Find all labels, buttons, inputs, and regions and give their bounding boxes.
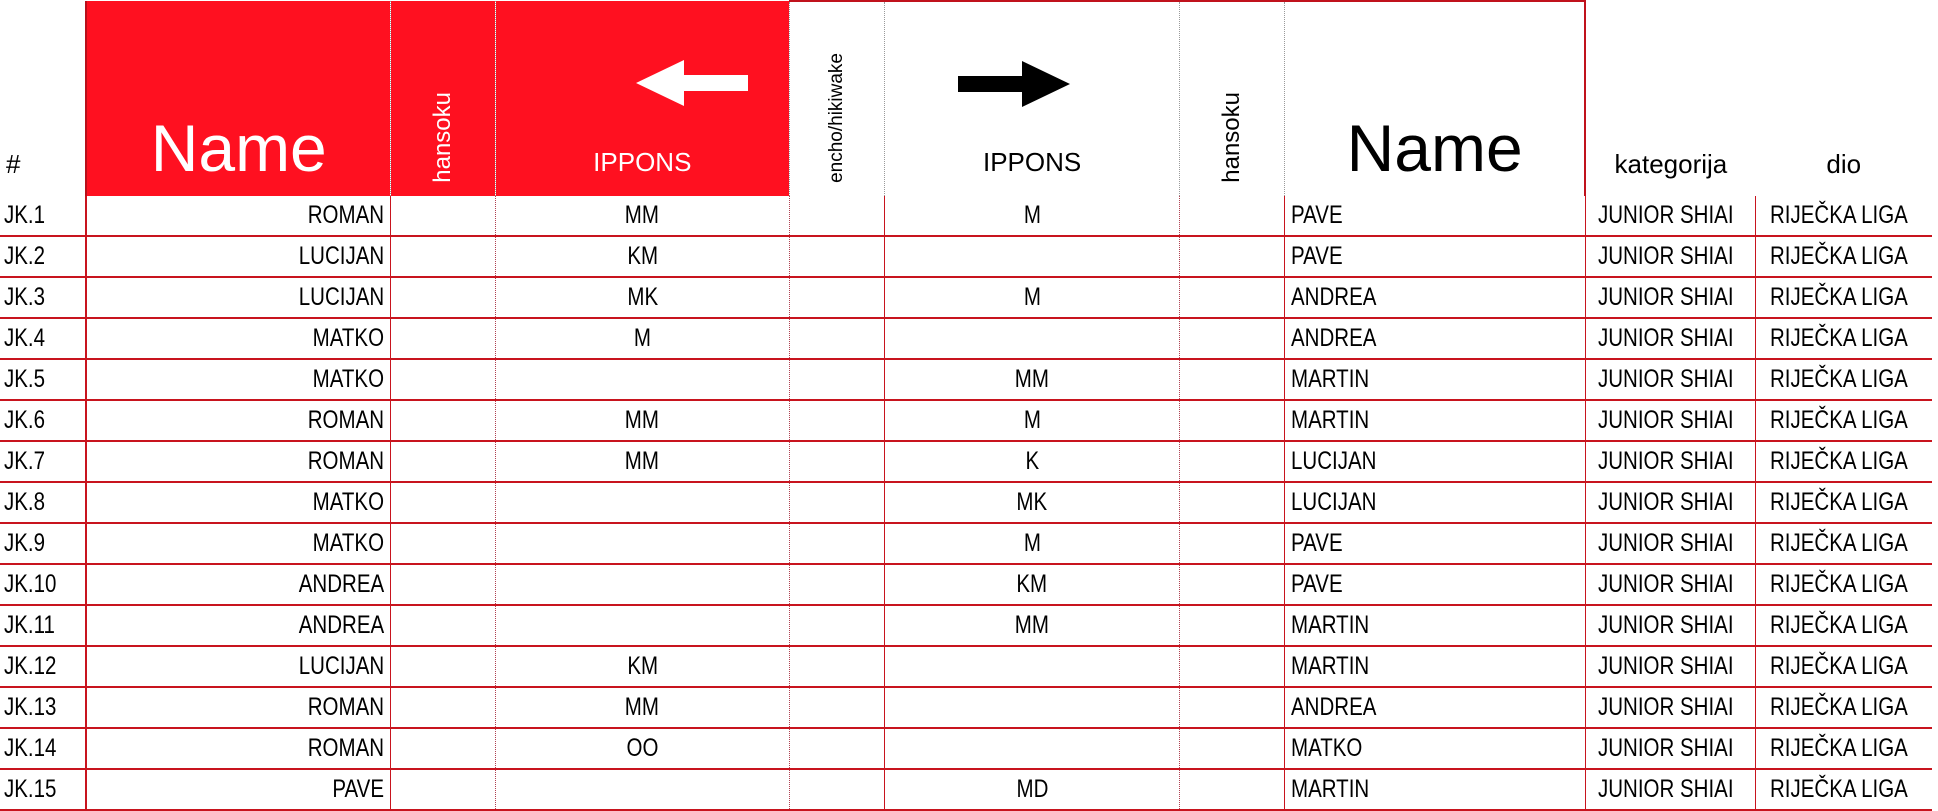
cell-match-id-text: JK.10	[4, 570, 57, 598]
cell-kategorija-text: JUNIOR SHIAI	[1597, 734, 1734, 762]
cell-ippons-left-text: MM	[625, 693, 660, 721]
cell-ippons-right-text: MM	[1015, 365, 1050, 393]
cell-name-left-text: LUCIJAN	[298, 652, 385, 680]
cell-kategorija-text: JUNIOR SHIAI	[1597, 406, 1734, 434]
cell-match-id[interactable]	[0, 277, 86, 318]
cell-name-left[interactable]	[86, 605, 391, 646]
cell-match-id-text: JK.12	[4, 652, 57, 680]
cell-dio-text: RIJEČKA LIGA	[1770, 652, 1908, 680]
cell-name-left-text: ROMAN	[307, 406, 385, 434]
cell-hansoku-right[interactable]	[1179, 687, 1284, 728]
cell-dio-text: RIJEČKA LIGA	[1770, 283, 1908, 311]
col-header-hansoku-left-label: hansoku	[428, 92, 456, 183]
cell-dio[interactable]	[1756, 196, 1932, 236]
table-row	[0, 523, 1932, 564]
table-row	[0, 769, 1932, 810]
cell-name-right-text: ANDREA	[1291, 324, 1377, 352]
cell-hansoku-left[interactable]	[391, 277, 495, 318]
cell-kategorija[interactable]	[1585, 318, 1755, 359]
cell-hansoku-right[interactable]	[1179, 482, 1284, 523]
cell-ippons-left[interactable]	[495, 236, 790, 277]
cell-hansoku-left[interactable]	[391, 400, 495, 441]
cell-dio[interactable]	[1756, 441, 1932, 482]
cell-hansoku-right[interactable]	[1179, 196, 1284, 236]
cell-match-id-text: JK.7	[4, 447, 46, 475]
cell-name-left[interactable]	[86, 359, 391, 400]
cell-kategorija[interactable]	[1585, 359, 1755, 400]
cell-name-right[interactable]	[1285, 605, 1586, 646]
cell-name-left[interactable]	[86, 769, 391, 810]
cell-dio[interactable]	[1756, 687, 1932, 728]
cell-name-right-text: PAVE	[1291, 570, 1343, 598]
cell-name-left-text: ROMAN	[307, 447, 385, 475]
cell-ippons-right[interactable]	[885, 196, 1180, 236]
cell-name-right[interactable]	[1285, 236, 1586, 277]
cell-match-id-text: JK.13	[4, 693, 57, 721]
cell-match-id[interactable]	[0, 605, 86, 646]
cell-name-right[interactable]	[1285, 196, 1586, 236]
cell-ippons-right[interactable]	[885, 236, 1180, 277]
cell-kategorija[interactable]	[1585, 564, 1755, 605]
cell-name-right[interactable]	[1285, 769, 1586, 810]
cell-name-left-text: ROMAN	[307, 693, 385, 721]
cell-name-left[interactable]	[86, 236, 391, 277]
table-body	[0, 196, 1932, 810]
cell-kategorija[interactable]	[1585, 277, 1755, 318]
cell-name-right-text: ANDREA	[1291, 693, 1377, 721]
cell-match-id-text: JK.6	[4, 406, 46, 434]
cell-kategorija-text: JUNIOR SHIAI	[1597, 365, 1734, 393]
cell-ippons-left-text: KM	[626, 652, 658, 680]
col-header-kategorija[interactable]: kategorija	[1614, 149, 1728, 179]
cell-name-left[interactable]	[86, 318, 391, 359]
cell-name-left-text: MATKO	[312, 324, 385, 352]
table-row	[0, 400, 1932, 441]
col-header-ippons-right-label: IPPONS	[982, 147, 1082, 177]
cell-match-id[interactable]	[0, 769, 86, 810]
cell-kategorija[interactable]	[1585, 196, 1755, 236]
cell-kategorija-text: JUNIOR SHIAI	[1597, 529, 1734, 557]
cell-name-left[interactable]	[86, 277, 391, 318]
cell-match-id[interactable]	[0, 441, 86, 482]
header-row	[0, 1, 1932, 196]
cell-name-left-text: ANDREA	[298, 611, 385, 639]
cell-ippons-left[interactable]	[495, 400, 790, 441]
cell-hansoku-left[interactable]	[391, 646, 495, 687]
cell-name-left[interactable]	[86, 728, 391, 769]
cell-name-left[interactable]	[86, 482, 391, 523]
cell-name-right[interactable]	[1285, 277, 1586, 318]
cell-name-right-text: ANDREA	[1291, 283, 1377, 311]
cell-encho[interactable]	[790, 646, 885, 687]
cell-ippons-left-text: MK	[626, 283, 658, 311]
cell-ippons-right-text: MM	[1015, 611, 1050, 639]
table-row	[0, 441, 1932, 482]
cell-dio[interactable]	[1756, 728, 1932, 769]
cell-dio-text: RIJEČKA LIGA	[1770, 529, 1908, 557]
col-header-hansoku-right-label: hansoku	[1218, 92, 1245, 183]
cell-name-right-text: MARTIN	[1291, 611, 1370, 639]
cell-ippons-left[interactable]	[495, 687, 790, 728]
cell-name-left[interactable]	[86, 564, 391, 605]
cell-dio-text: RIJEČKA LIGA	[1770, 201, 1908, 229]
cell-ippons-left-text: MM	[625, 447, 660, 475]
cell-dio[interactable]	[1756, 482, 1932, 523]
cell-match-id[interactable]	[0, 236, 86, 277]
cell-hansoku-left[interactable]	[391, 196, 495, 236]
cell-ippons-right[interactable]	[885, 277, 1180, 318]
cell-name-right[interactable]	[1285, 687, 1586, 728]
table-row	[0, 646, 1932, 687]
cell-encho[interactable]	[790, 318, 885, 359]
cell-hansoku-left[interactable]	[391, 482, 495, 523]
col-header-ippons-left[interactable]	[495, 1, 790, 196]
col-header-name-left[interactable]	[86, 1, 391, 196]
table-row	[0, 564, 1932, 605]
cell-ippons-left[interactable]	[495, 646, 790, 687]
cell-kategorija[interactable]	[1585, 523, 1755, 564]
cell-kategorija[interactable]	[1585, 441, 1755, 482]
cell-dio-text: RIJEČKA LIGA	[1770, 775, 1908, 803]
cell-hansoku-right[interactable]	[1179, 728, 1284, 769]
cell-ippons-left[interactable]	[495, 277, 790, 318]
cell-ippons-left[interactable]	[495, 482, 790, 523]
cell-hansoku-right[interactable]	[1179, 277, 1284, 318]
cell-name-right-text: PAVE	[1291, 529, 1343, 557]
cell-name-left[interactable]	[86, 523, 391, 564]
cell-dio-text: RIJEČKA LIGA	[1770, 447, 1908, 475]
cell-dio-text: RIJEČKA LIGA	[1770, 488, 1908, 516]
cell-match-id-text: JK.3	[4, 283, 46, 311]
cell-ippons-right[interactable]	[885, 605, 1180, 646]
cell-match-id[interactable]	[0, 196, 86, 236]
cell-hansoku-left[interactable]	[391, 728, 495, 769]
cell-name-right-text: MARTIN	[1291, 775, 1370, 803]
cell-hansoku-left[interactable]	[391, 523, 495, 564]
cell-dio[interactable]	[1756, 318, 1932, 359]
cell-match-id-text: JK.14	[4, 734, 57, 762]
col-header-hansoku-left[interactable]	[391, 1, 495, 196]
cell-encho[interactable]	[790, 236, 885, 277]
cell-name-left[interactable]	[86, 687, 391, 728]
cell-hansoku-left[interactable]	[391, 359, 495, 400]
cell-kategorija[interactable]	[1585, 482, 1755, 523]
col-header-ippons-right[interactable]	[885, 1, 1180, 196]
cell-encho[interactable]	[790, 277, 885, 318]
cell-ippons-right-text: M	[1023, 283, 1041, 311]
cell-kategorija-text: JUNIOR SHIAI	[1597, 242, 1734, 270]
cell-encho[interactable]	[790, 523, 885, 564]
cell-hansoku-right[interactable]	[1179, 400, 1284, 441]
cell-match-id-text: JK.11	[4, 611, 55, 639]
cell-kategorija-text: JUNIOR SHIAI	[1597, 324, 1734, 352]
cell-ippons-left[interactable]	[495, 196, 790, 236]
cell-hansoku-right[interactable]	[1179, 441, 1284, 482]
cell-encho[interactable]	[790, 359, 885, 400]
cell-name-right-text: MARTIN	[1291, 652, 1370, 680]
arrow-left-icon	[496, 56, 790, 110]
cell-match-id-text: JK.4	[4, 324, 46, 352]
cell-dio[interactable]	[1756, 359, 1932, 400]
cell-name-left[interactable]	[86, 646, 391, 687]
cell-dio-text: RIJEČKA LIGA	[1770, 570, 1908, 598]
cell-ippons-left[interactable]	[495, 769, 790, 810]
table-row	[0, 318, 1932, 359]
cell-kategorija-text: JUNIOR SHIAI	[1597, 775, 1734, 803]
cell-name-left[interactable]	[86, 196, 391, 236]
cell-ippons-right-text: MD	[1016, 775, 1049, 803]
cell-name-right[interactable]	[1285, 400, 1586, 441]
cell-name-right[interactable]	[1285, 441, 1586, 482]
cell-hansoku-right[interactable]	[1179, 318, 1284, 359]
cell-match-id-text: JK.9	[4, 529, 46, 557]
cell-ippons-right-text: K	[1025, 447, 1039, 475]
cell-hansoku-left[interactable]	[391, 441, 495, 482]
cell-name-left-text: LUCIJAN	[298, 242, 385, 270]
cell-match-id-text: JK.15	[4, 775, 57, 803]
cell-name-right-text: MARTIN	[1291, 365, 1370, 393]
cell-name-right[interactable]	[1285, 318, 1586, 359]
cell-hansoku-right[interactable]	[1179, 236, 1284, 277]
cell-ippons-left[interactable]	[495, 728, 790, 769]
cell-ippons-right-text: MK	[1016, 488, 1048, 516]
table-row	[0, 277, 1932, 318]
cell-match-id[interactable]	[0, 482, 86, 523]
cell-ippons-right-text: M	[1023, 406, 1041, 434]
cell-dio[interactable]	[1756, 769, 1932, 810]
col-header-name-left-label: Name	[150, 111, 327, 185]
cell-name-right[interactable]	[1285, 359, 1586, 400]
col-header-encho-label: encho/hikiwake	[826, 53, 848, 183]
cell-name-left-text: ANDREA	[298, 570, 385, 598]
cell-hansoku-right[interactable]	[1179, 523, 1284, 564]
cell-ippons-right[interactable]	[885, 400, 1180, 441]
cell-dio-text: RIJEČKA LIGA	[1770, 734, 1908, 762]
cell-match-id[interactable]	[0, 646, 86, 687]
cell-name-left-text: ROMAN	[307, 201, 385, 229]
table-row	[0, 687, 1932, 728]
cell-ippons-left[interactable]	[495, 318, 790, 359]
cell-dio[interactable]	[1756, 605, 1932, 646]
table-row	[0, 728, 1932, 769]
cell-dio-text: RIJEČKA LIGA	[1770, 324, 1908, 352]
cell-kategorija-text: JUNIOR SHIAI	[1597, 652, 1734, 680]
cell-ippons-right-text: M	[1023, 529, 1041, 557]
cell-name-left-text: PAVE	[332, 775, 385, 803]
table-row	[0, 482, 1932, 523]
cell-kategorija-text: JUNIOR SHIAI	[1597, 611, 1734, 639]
cell-match-id[interactable]	[0, 400, 86, 441]
cell-name-left-text: MATKO	[312, 529, 385, 557]
col-header-hansoku-right[interactable]	[1179, 1, 1284, 196]
cell-dio-text: RIJEČKA LIGA	[1770, 365, 1908, 393]
cell-hansoku-left[interactable]	[391, 564, 495, 605]
cell-ippons-right[interactable]	[885, 523, 1180, 564]
cell-name-right-text: LUCIJAN	[1291, 488, 1377, 516]
cell-name-right-text: PAVE	[1291, 242, 1343, 270]
cell-ippons-right[interactable]	[885, 359, 1180, 400]
cell-name-right[interactable]	[1285, 728, 1586, 769]
cell-name-right-text: LUCIJAN	[1291, 447, 1377, 475]
cell-name-left-text: MATKO	[312, 488, 385, 516]
cell-ippons-right[interactable]	[885, 564, 1180, 605]
cell-hansoku-right[interactable]	[1179, 564, 1284, 605]
cell-match-id[interactable]	[0, 359, 86, 400]
cell-ippons-left[interactable]	[495, 523, 790, 564]
cell-hansoku-left[interactable]	[391, 605, 495, 646]
cell-dio[interactable]	[1756, 277, 1932, 318]
cell-encho[interactable]	[790, 769, 885, 810]
cell-encho[interactable]	[790, 196, 885, 236]
col-header-encho[interactable]	[790, 1, 885, 196]
cell-hansoku-left[interactable]	[391, 318, 495, 359]
cell-match-id-text: JK.5	[4, 365, 46, 393]
cell-dio[interactable]	[1756, 523, 1932, 564]
cell-ippons-left-text: MM	[625, 406, 660, 434]
cell-name-left[interactable]	[86, 400, 391, 441]
cell-ippons-right[interactable]	[885, 769, 1180, 810]
cell-match-id-text: JK.8	[4, 488, 46, 516]
cell-ippons-left-text: M	[633, 324, 651, 352]
cell-encho[interactable]	[790, 441, 885, 482]
table-row	[0, 605, 1932, 646]
cell-match-id-text: JK.2	[4, 242, 46, 270]
col-header-name-right-label: Name	[1346, 111, 1523, 185]
cell-match-id[interactable]	[0, 564, 86, 605]
cell-hansoku-left[interactable]	[391, 687, 495, 728]
cell-ippons-left-text: KM	[626, 242, 658, 270]
cell-match-id[interactable]	[0, 687, 86, 728]
cell-name-right[interactable]	[1285, 646, 1586, 687]
cell-dio[interactable]	[1756, 236, 1932, 277]
col-header-dio[interactable]: dio	[1826, 149, 1862, 179]
cell-match-id[interactable]	[0, 523, 86, 564]
cell-encho[interactable]	[790, 605, 885, 646]
cell-kategorija-text: JUNIOR SHIAI	[1597, 283, 1734, 311]
cell-ippons-right[interactable]	[885, 441, 1180, 482]
cell-hansoku-right[interactable]	[1179, 605, 1284, 646]
cell-name-right-text: MATKO	[1291, 734, 1363, 762]
arrow-right-icon	[885, 57, 1179, 111]
cell-kategorija[interactable]	[1585, 728, 1755, 769]
cell-hansoku-right[interactable]	[1179, 769, 1284, 810]
cell-kategorija[interactable]	[1585, 605, 1755, 646]
cell-ippons-left-text: OO	[626, 734, 659, 762]
cell-dio[interactable]	[1756, 646, 1932, 687]
cell-kategorija[interactable]	[1585, 646, 1755, 687]
cell-match-id[interactable]	[0, 728, 86, 769]
cell-name-right-text: PAVE	[1291, 201, 1343, 229]
table-row	[0, 359, 1932, 400]
cell-hansoku-left[interactable]	[391, 769, 495, 810]
cell-kategorija[interactable]	[1585, 400, 1755, 441]
table-row	[0, 236, 1932, 277]
cell-ippons-right-text: M	[1023, 201, 1041, 229]
cell-kategorija-text: JUNIOR SHIAI	[1597, 693, 1734, 721]
cell-kategorija[interactable]	[1585, 769, 1755, 810]
cell-name-right[interactable]	[1285, 482, 1586, 523]
cell-encho[interactable]	[790, 482, 885, 523]
cell-name-left[interactable]	[86, 441, 391, 482]
cell-encho[interactable]	[790, 687, 885, 728]
cell-dio-text: RIJEČKA LIGA	[1770, 611, 1908, 639]
cell-encho[interactable]	[790, 728, 885, 769]
cell-ippons-left[interactable]	[495, 359, 790, 400]
cell-ippons-right[interactable]	[885, 646, 1180, 687]
col-header-number[interactable]: #	[6, 149, 21, 179]
cell-ippons-right[interactable]	[885, 728, 1180, 769]
cell-dio[interactable]	[1756, 564, 1932, 605]
cell-ippons-left-text: MM	[625, 201, 660, 229]
col-header-ippons-left-label: IPPONS	[593, 147, 692, 177]
cell-ippons-right[interactable]	[885, 687, 1180, 728]
cell-hansoku-right[interactable]	[1179, 646, 1284, 687]
cell-name-left-text: ROMAN	[307, 734, 385, 762]
cell-kategorija[interactable]	[1585, 687, 1755, 728]
cell-kategorija-text: JUNIOR SHIAI	[1597, 570, 1734, 598]
cell-ippons-right[interactable]	[885, 318, 1180, 359]
cell-ippons-right[interactable]	[885, 482, 1180, 523]
cell-name-right-text: MARTIN	[1291, 406, 1370, 434]
cell-encho[interactable]	[790, 400, 885, 441]
cell-dio-text: RIJEČKA LIGA	[1770, 693, 1908, 721]
cell-dio-text: RIJEČKA LIGA	[1770, 406, 1908, 434]
table-row	[0, 196, 1932, 236]
col-header-name-right[interactable]	[1285, 1, 1586, 196]
cell-dio-text: RIJEČKA LIGA	[1770, 242, 1908, 270]
cell-match-id[interactable]	[0, 318, 86, 359]
cell-name-right[interactable]	[1285, 523, 1586, 564]
cell-hansoku-right[interactable]	[1179, 359, 1284, 400]
cell-ippons-right-text: KM	[1016, 570, 1048, 598]
cell-kategorija-text: JUNIOR SHIAI	[1597, 488, 1734, 516]
cell-ippons-left[interactable]	[495, 605, 790, 646]
cell-kategorija-text: JUNIOR SHIAI	[1597, 447, 1734, 475]
cell-match-id-text: JK.1	[4, 201, 46, 229]
cell-kategorija-text: JUNIOR SHIAI	[1597, 201, 1734, 229]
cell-kategorija[interactable]	[1585, 236, 1755, 277]
cell-hansoku-left[interactable]	[391, 236, 495, 277]
cell-name-left-text: MATKO	[312, 365, 385, 393]
cell-encho[interactable]	[790, 564, 885, 605]
cell-dio[interactable]	[1756, 400, 1932, 441]
cell-ippons-left[interactable]	[495, 564, 790, 605]
cell-ippons-left[interactable]	[495, 441, 790, 482]
cell-name-right[interactable]	[1285, 564, 1586, 605]
cell-name-left-text: LUCIJAN	[298, 283, 385, 311]
